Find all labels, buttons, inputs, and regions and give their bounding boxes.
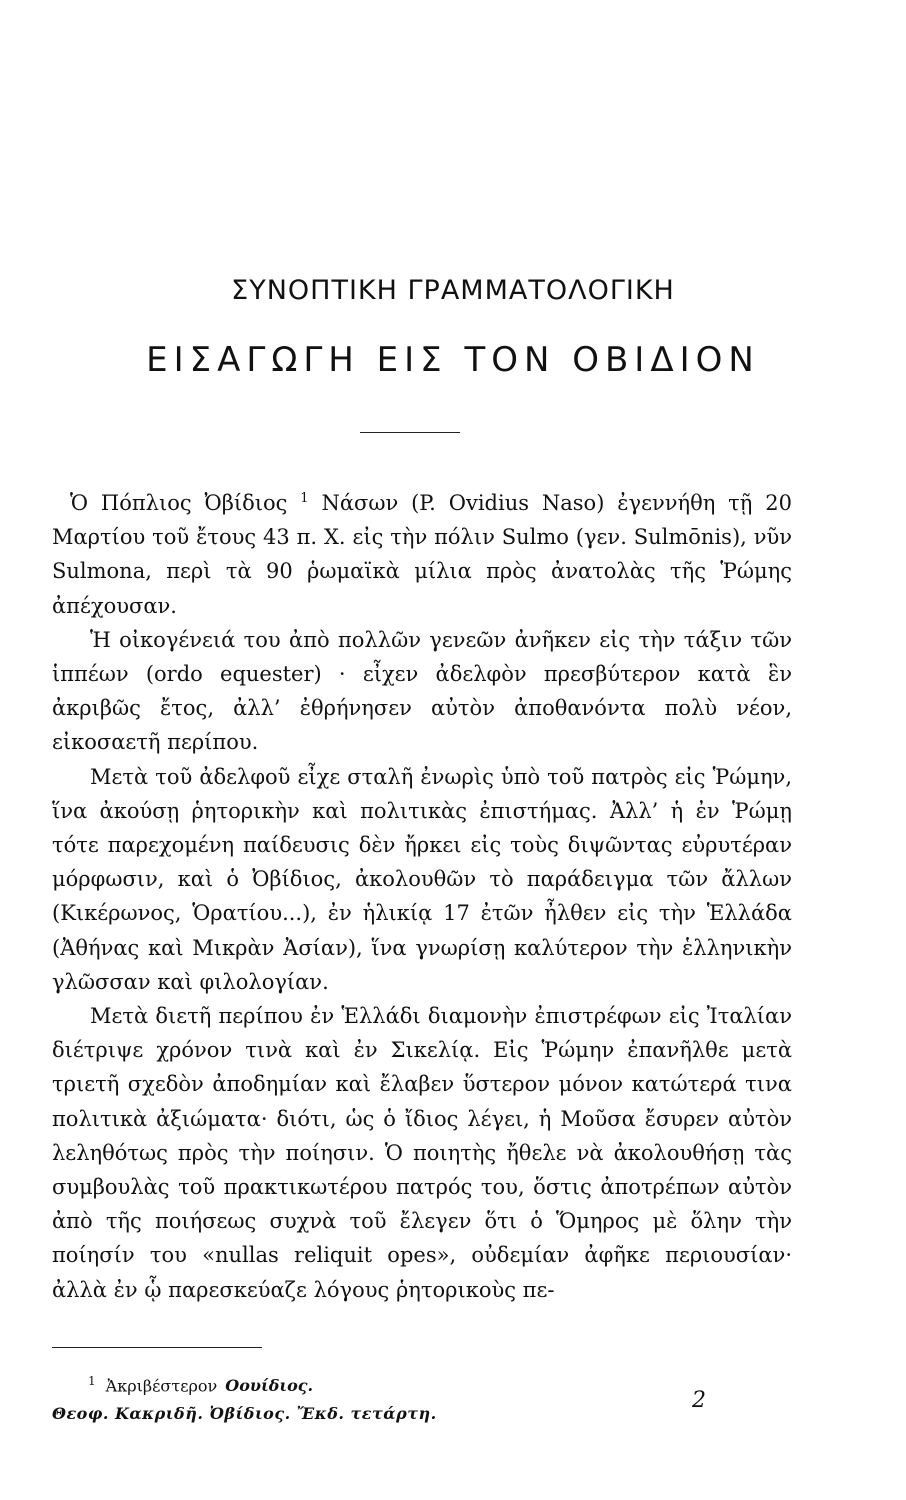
paragraph-3: Μετὰ τοῦ ἀδελφοῦ εἶχε σταλῆ ἐνωρὶς ὑπὸ τοῦ πατρὸς εἰς Ῥώμην, ἵνα ἀκούσῃ ῥητορικὴν καὶ πολιτικὰς ἐπιστήμας. Ἀλλ’ ἡ ἐν Ῥώμῃ τότε παρεχομένη παίδευσις δὲν ἤρκει εἰς τοὺς διψῶντας εὐρυτέραν μόρφωσιν, καὶ ὁ Ὀβίδιος, ἀκολουθῶν τὸ παράδειγμα τῶν ἄλλων (Κικέρωνος, Ὁρατίου...), ἐν ἡλικίᾳ 17 ἐτῶν ἦλθεν εἰς τὴν Ἑλλάδα (Ἀθήνας καὶ Μικρὰν Ἀσίαν), ἵνα γνωρίσῃ καλύτερον τὴν ἑλληνικὴν γλῶσσαν καὶ φιλολογίαν.: [52, 764, 792, 994]
paragraph-2: Ἡ οἰκογένειά του ἀπὸ πολλῶν γενεῶν ἀνῆκεν εἰς τὴν τάξιν τῶν ἱππέων (ordo equester) · εἶχεν ἀδελφὸν πρεσβύτερον κατὰ ἓν ἀκριβῶς ἔτος, ἀλλ’ ἐθρήνησεν αὐτὸν ἀποθανόντα πολὺ νέον, εἰκοσαετῆ περίπου.: [52, 627, 792, 755]
page-heading-top: ΣΥΝΟΠΤΙΚΗ ΓΡΑΜΜΑΤΟΛΟΓΙΚΗ: [231, 275, 675, 306]
body-text: [52, 486, 792, 1307]
paragraph-1-start: Ὁ Πόπλιος Ὀβίδιος: [70, 491, 288, 515]
page-title: ΕΙΣΑΓΩΓΗ ΕΙΣ ΤΟΝ ΟΒΙΔΙΟΝ: [146, 340, 760, 380]
footnote-term: Οουίδιος.: [225, 1376, 314, 1396]
printer-signature: Θεοφ. Κακριδῆ. Ὀβίδιος. Ἔκδ. τετάρτη.: [52, 1404, 437, 1423]
footnote-text: Ἀκριβέστερον: [105, 1376, 218, 1396]
footnote: [88, 1374, 313, 1395]
title-divider: [360, 432, 460, 433]
signature-number: 2: [692, 1388, 706, 1413]
footnote-reference: 1: [300, 491, 309, 506]
footnote-divider: [52, 1347, 262, 1348]
footnote-marker: 1: [88, 1374, 96, 1388]
paragraph-1: [52, 486, 792, 623]
paragraph-4: Μετὰ διετῆ περίπου ἐν Ἑλλάδι διαμονὴν ἐπιστρέφων εἰς Ἰταλίαν διέτριψε χρόνον τινὰ καὶ ἐν Σικελίᾳ. Εἰς Ῥώμην ἐπανῆλθε μετὰ τριετῆ σχεδὸν ἀποδημίαν καὶ ἔλαβεν ὕστερον μόνον κατώτερά τινα πολιτικὰ ἀξιώματα· διότι, ὡς ὁ ἴδιος λέγει, ἡ Μοῦσα ἔσυρεν αὐτὸν λεληθότως πρὸς τὴν ποίησιν. Ὁ ποιητὴς ἤθελε νὰ ἀκολουθήσῃ τὰς συμβουλὰς τοῦ πρακτικωτέρου πατρός του, ὅστις ἀποτρέπων αὐτὸν ἀπὸ τῆς ποιήσεως συχνὰ τοῦ ἔλεγεν ὅτι ὁ Ὅμηρος μὲ ὅλην τὴν ποίησίν του «nullas reliquit opes», οὐδεμίαν ἀφῆκε περιουσίαν· ἀλλὰ ἐν ᾧ παρεσκεύαζε λόγους ῥητορικοὺς πε-: [52, 1004, 792, 1302]
paragraph-1-rest: Νάσων (P. Ovidius Naso) ἐγεννήθη τῇ 20 Μαρτίου τοῦ ἔτους 43 π. Χ. εἰς τὴν πόλιν Sulmo (γεν. Sulmōnis), νῦν Sulmona, περὶ τὰ 90 ῥωμαϊκὰ μίλια πρὸς ἀνατολὰς τῆς Ῥώμης ἀπέχουσαν.: [52, 491, 792, 618]
